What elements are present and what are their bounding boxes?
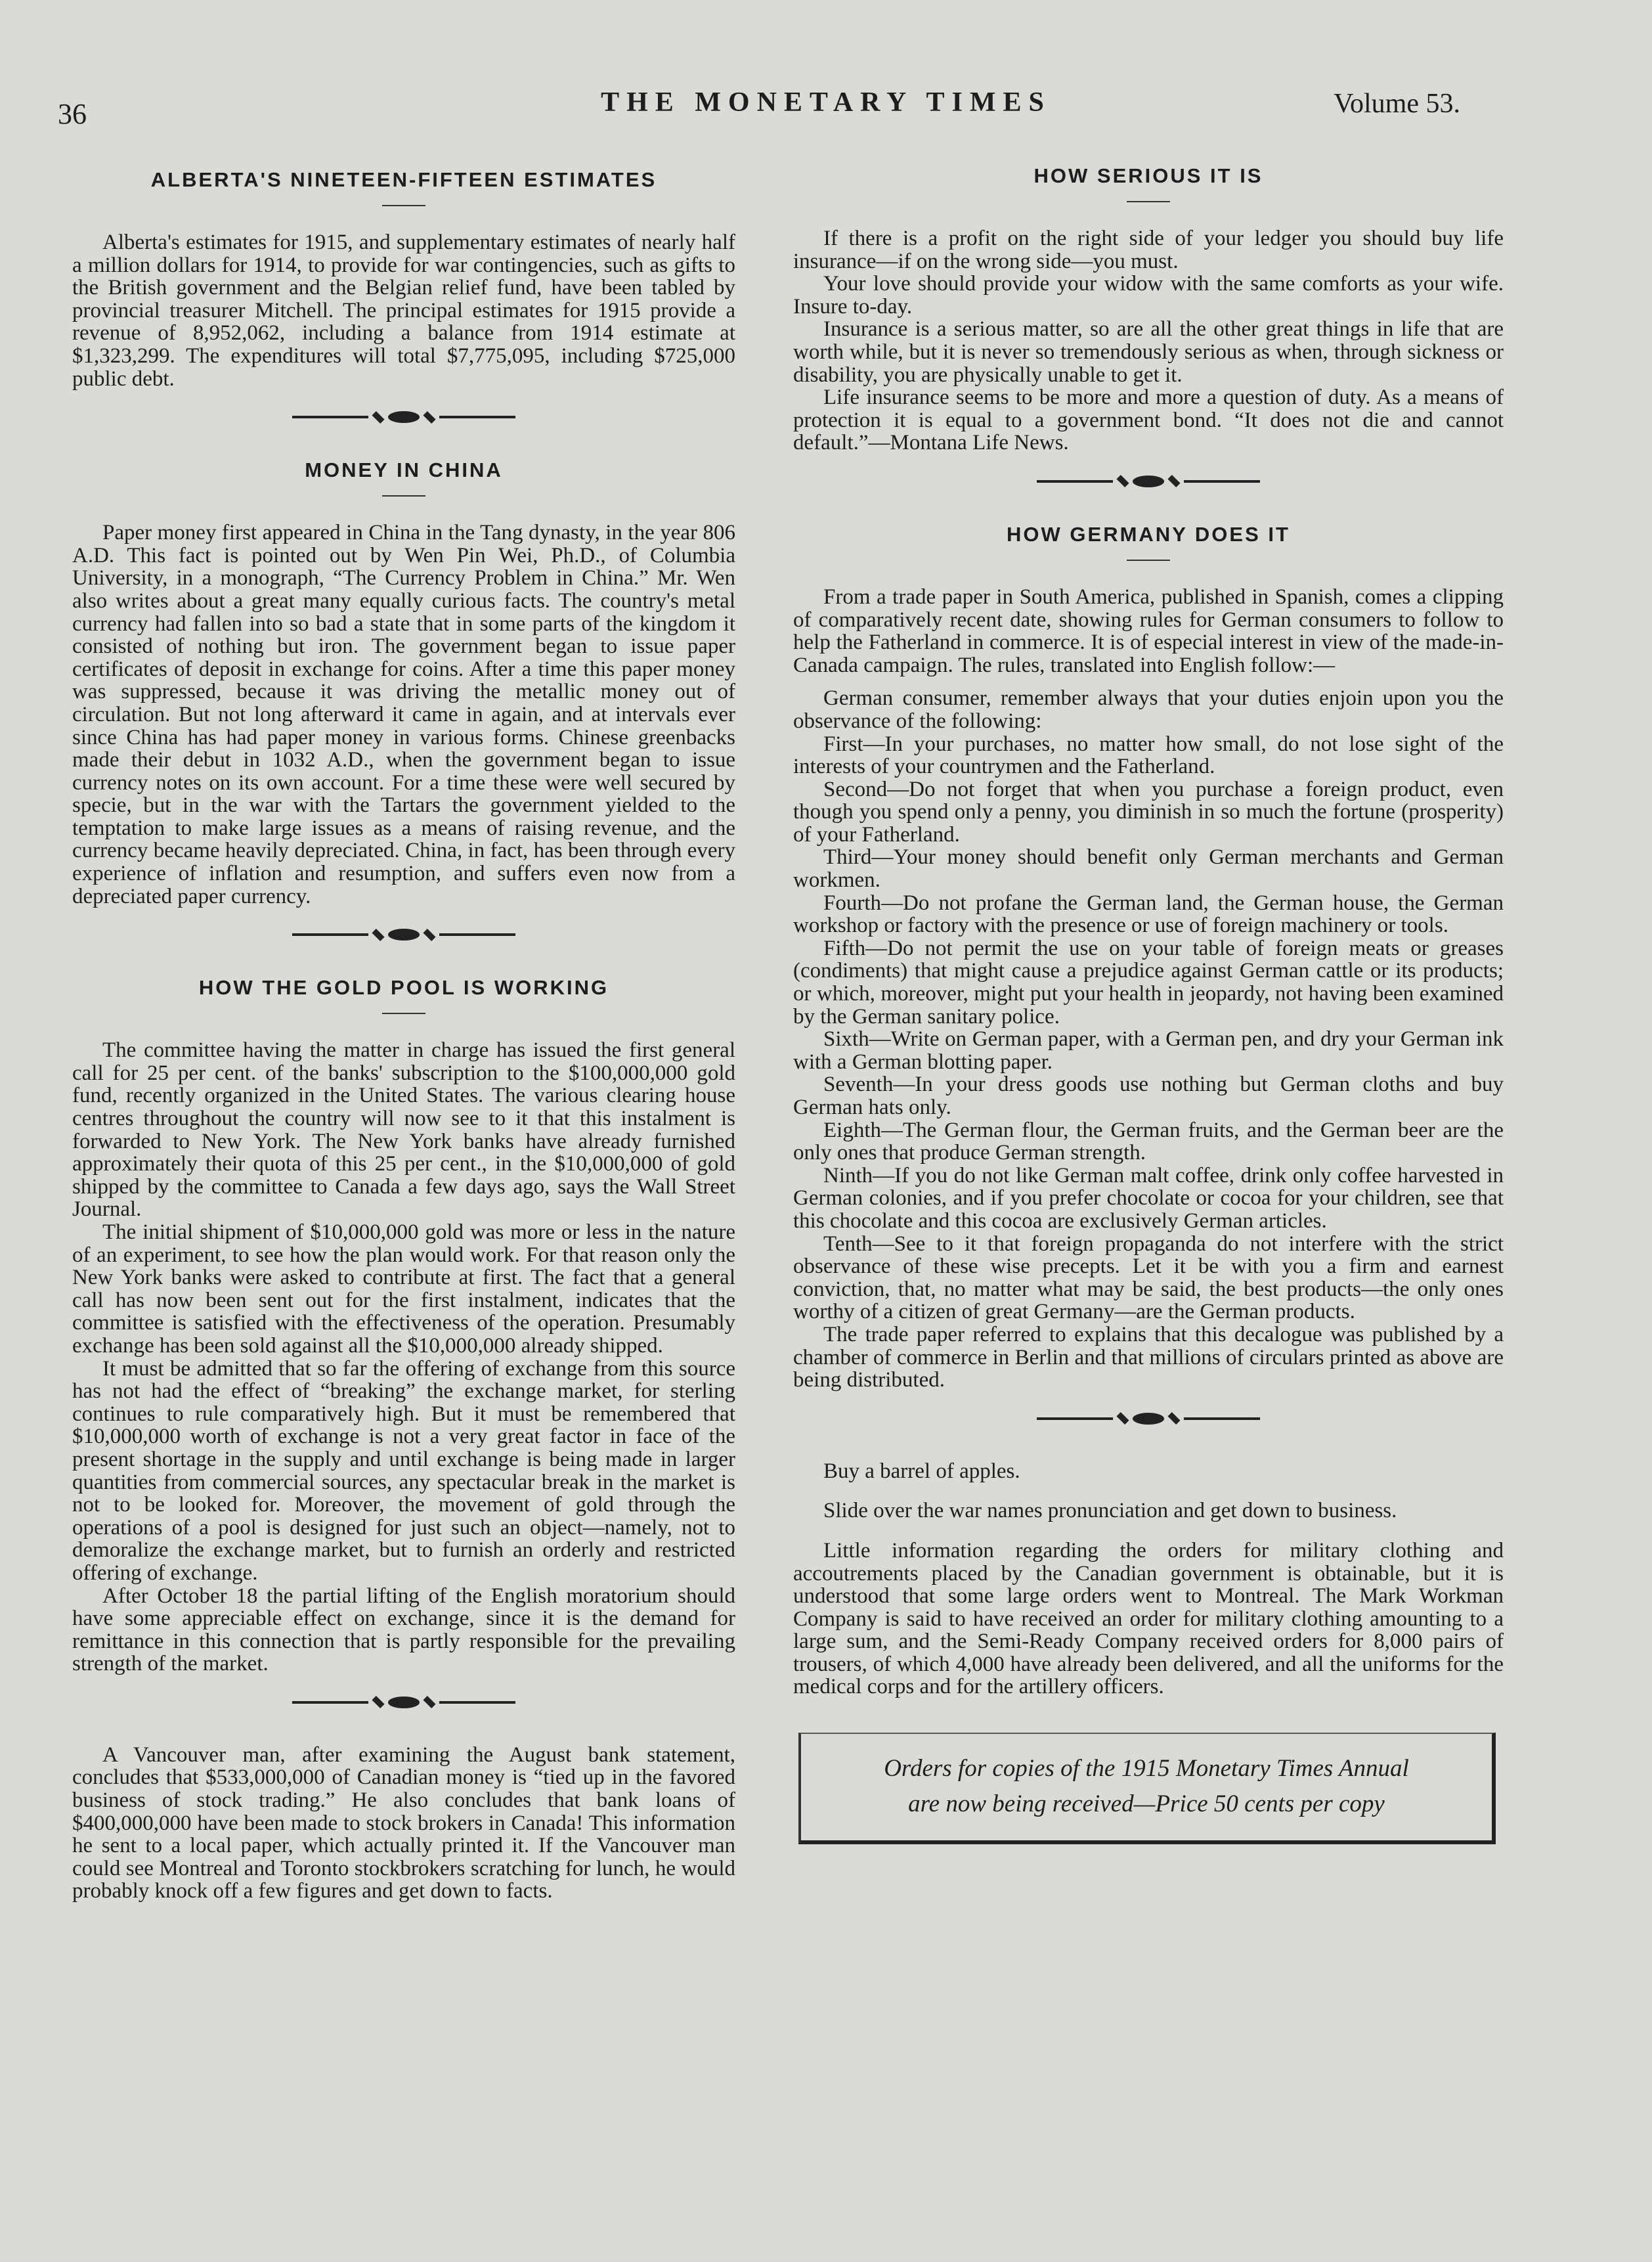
rule-item: Fourth—Do not profane the German land, the German house, the German workshop or factory with the presence or use of foreign machinery or tools. [793,891,1504,938]
article-paragraph: The committee having the matter in charge has issued the first general call for 25 per cent. of the banks' subscription to the $100,000,000 gold fund, recently organized in the United States. The various clearing house centres throughout the country will now see to it that this instalment is forwarded to New York. The New York banks have already furnished approximately their quota of this 25 per cent., in the $10,000,000 of gold shipped by the committee to Canada a few days ago, says the Wall Street Journal. [72,1038,735,1222]
article-alberta [72,168,735,390]
section-divider-ornament [72,1697,735,1708]
article-heading: HOW THE GOLD POOL IS WORKING [198,976,609,1000]
rule-item: Eighth—The German flour, the German fruits, and the German beer are the only ones that produce German strength. [793,1118,1504,1165]
article-intro: From a trade paper in South America, published in Spanish, comes a clipping of comparatively recent date, showing rules for German consumers to follow to help the Fatherland in commerce. It is of especial interest in view of the made-in-Canada campaign. The rules, translated into English follow:— [793,585,1504,677]
article-paragraph: After October 18 the partial lifting of the English moratorium should have some appreciable effect on exchange, since it is the demand for remittance in this connection that is partly responsible for the prevailing strength of the market. [72,1584,735,1676]
article-paragraph: Your love should provide your widow with the same comforts as your wife. Insure to-day. [793,272,1504,319]
notice-line: are now being received—Price 50 cents per copy [908,1790,1385,1818]
notice-line: Orders for copies of the 1915 Monetary Times Annual [884,1755,1409,1783]
article-how-germany [793,523,1504,1392]
article-paragraph: A Vancouver man, after examining the August bank statement, concludes that $533,000,000 of Canadian money is “tied up in the favored business of stock trading.” He also concludes that bank loans of $400,000,000 have been made to stock brokers in Canada! This information he sent to a local paper, which actually printed it. If the Vancouver man could see Montreal and Toronto stockbrokers scratching for lunch, he would probably knock off a few figures and get down to facts. [72,1742,735,1903]
article-gold-pool [72,976,735,1675]
article-paragraph: It must be admitted that so far the offering of exchange from this source has not had the effect of “breaking” the exchange market, for sterling continues to rule comparatively high. But it must be remembered that $10,000,000 worth of exchange is not a very great factor in face of the present shortage in the supply and until exchange is being made in larger quantities from commercial sources, any spectacular break in the market is not to be looked for. Moreover, the movement of gold through the operations of a pool is designed for just such an object—namely, not to demoralize the exchange market, but to furnish an orderly and restricted offering of exchange. [72,1356,735,1585]
section-divider-ornament [72,929,735,941]
section-divider-ornament [793,1413,1504,1425]
heading-rule [1127,560,1170,561]
article-paragraph: Paper money first appeared in China in the Tang dynasty, in the year 806 A.D. This fact is pointed out by Wen Pin Wei, Ph.D., of Columbia University, in a monograph, “The Currency Problem in China.” Mr. Wen also writes about a great many equally curious facts. The country's metal currency had fallen into so bad a state that in some parts of the kingdom it consisted of nothing but iron. The government began to issue paper certificates of deposit in exchange for coins. After a time this paper money was suppressed, because it was driving the metallic money out of circulation. But not long afterward it came in again, and at intervals ever since China has had paper money in various forms. Chinese greenbacks made their debut in 1032 A.D., when the government began to issue currency notes on its own account. For a time these were well secured by specie, but in the war with the Tartars the government yielded to the temptation to make large issues as a means of raising revenue, and the currency became heavily depreciated. China, in fact, has been through every experience of inflation and resumption, and suffers even now from a depreciated paper currency. [72,521,735,908]
section-divider-ornament [793,476,1504,487]
article-paragraph: Alberta's estimates for 1915, and supplementary estimates of nearly half a million dollars for 1914, to provide for war contingencies, such as gifts to the British government and the Belgian relief fund, have been tabled by provincial treasurer Mitchell. The principal estimates for 1915 provide a revenue of 8,952,062, including a balance from 1914 estimate at $1,323,299. The expenditures will total $7,775,095, including $725,000 public debt. [72,231,735,391]
heading-rule [1127,201,1170,202]
rule-item: Seventh—In your dress goods use nothing but German cloths and buy German hats only. [793,1073,1504,1119]
article-paragraph: If there is a profit on the right side of your ledger you should buy life insurance—if on the wrong side—you must. [793,227,1504,273]
note-paragraph: Slide over the war names pronunciation and get down to business. [823,1499,1397,1523]
article-heading: HOW GERMANY DOES IT [1007,522,1290,546]
article-heading: MONEY IN CHINA [305,458,503,482]
article-paragraph: Life insurance seems to be more and more a question of duty. As a means of protection it is equal to a government bond. “It does not die and cannot default.”—Montana Life News. [793,386,1504,455]
article-paragraph: The initial shipment of $10,000,000 gold was more or less in the nature of an experiment, to see how the plan would work. For that reason only the New York banks were asked to contribute at first. The fact that a general call has now been sent out for the first instalment, indicates that the committee is satisfied with the effectiveness of the operation. Presumably exchange has been sold against all the $10,000,000 already shipped. [72,1220,735,1358]
rule-item: Sixth—Write on German paper, with a German pen, and dry your German ink with a German blotting paper. [793,1027,1504,1074]
right-column [793,152,1504,1844]
note-paragraph: Buy a barrel of apples. [823,1459,1020,1483]
rule-item: Fifth—Do not permit the use on your table of foreign meats or greases (condiments) that might cause a prejudice against German cattle or its products; or which, moreover, might put your health in jeopardy, not having been examined by the German sanitary police. [793,936,1504,1029]
publication-title: THE MONETARY TIMES [601,87,1051,118]
heading-rule [382,1013,425,1014]
article-how-serious [793,164,1504,455]
rule-item: German consumer, remember always that your duties enjoin upon you the observance of the following: [793,686,1504,733]
annual-order-notice-box [798,1733,1496,1844]
rule-item: Second—Do not forget that when you purchase a foreign product, even though you spend only a penny, you diminish in so much the fortune (prosperity) of your Fatherland. [793,777,1504,847]
rule-item: First—In your purchases, no matter how small, do not lose sight of the interests of your countrymen and the Fatherland. [793,732,1504,779]
note-paragraph: Little information regarding the orders for military clothing and accoutrements placed by the Canadian government is obtainable, but it is understood that some large orders went to Montreal. The Mark Workman Company is said to have received an order for military clothing amounting to a large sum, and the Semi-Ready Company received orders for 8,000 pairs of trousers, of which 4,000 have already been delivered, and all the uniforms for the medical corps and for the artillery officers. [793,1538,1504,1699]
rule-item: Third—Your money should benefit only German merchants and German workmen. [793,845,1504,893]
article-heading: HOW SERIOUS IT IS [1033,164,1263,187]
volume-label: Volume 53. [1334,89,1460,119]
heading-rule [382,205,425,206]
article-paragraph: Insurance is a serious matter, so are all the other great things in life that are worth while, but it is never so tremendously serious as when, through sickness or disability, you are physically unable to get it. [793,317,1504,387]
page-number: 36 [58,98,87,130]
rule-item: Ninth—If you do not like German malt coffee, drink only coffee harvested in German colonies, and if you prefer chocolate or cocoa for your children, see that this chocolate and this cocoa are exclusively German articles. [793,1163,1504,1233]
article-money-in-china [72,458,735,908]
left-column [72,152,735,1903]
article-closing: The trade paper referred to explains that this decalogue was published by a chamber of commerce in Berlin and that millions of circulars printed as above are being distributed. [793,1322,1504,1392]
short-notes [793,1460,1504,1698]
article-vancouver [72,1744,735,1903]
heading-rule [382,495,425,497]
section-divider-ornament [72,411,735,423]
article-heading: ALBERTA'S NINETEEN-FIFTEEN ESTIMATES [150,168,657,191]
rule-item: Tenth—See to it that foreign propaganda do not interfere with the strict observance of these wise precepts. Let it be with you a firm and earnest conviction, that, no matter what may be said, the best products—the only ones worthy of a citizen of great Germany—are the German products. [793,1231,1504,1324]
